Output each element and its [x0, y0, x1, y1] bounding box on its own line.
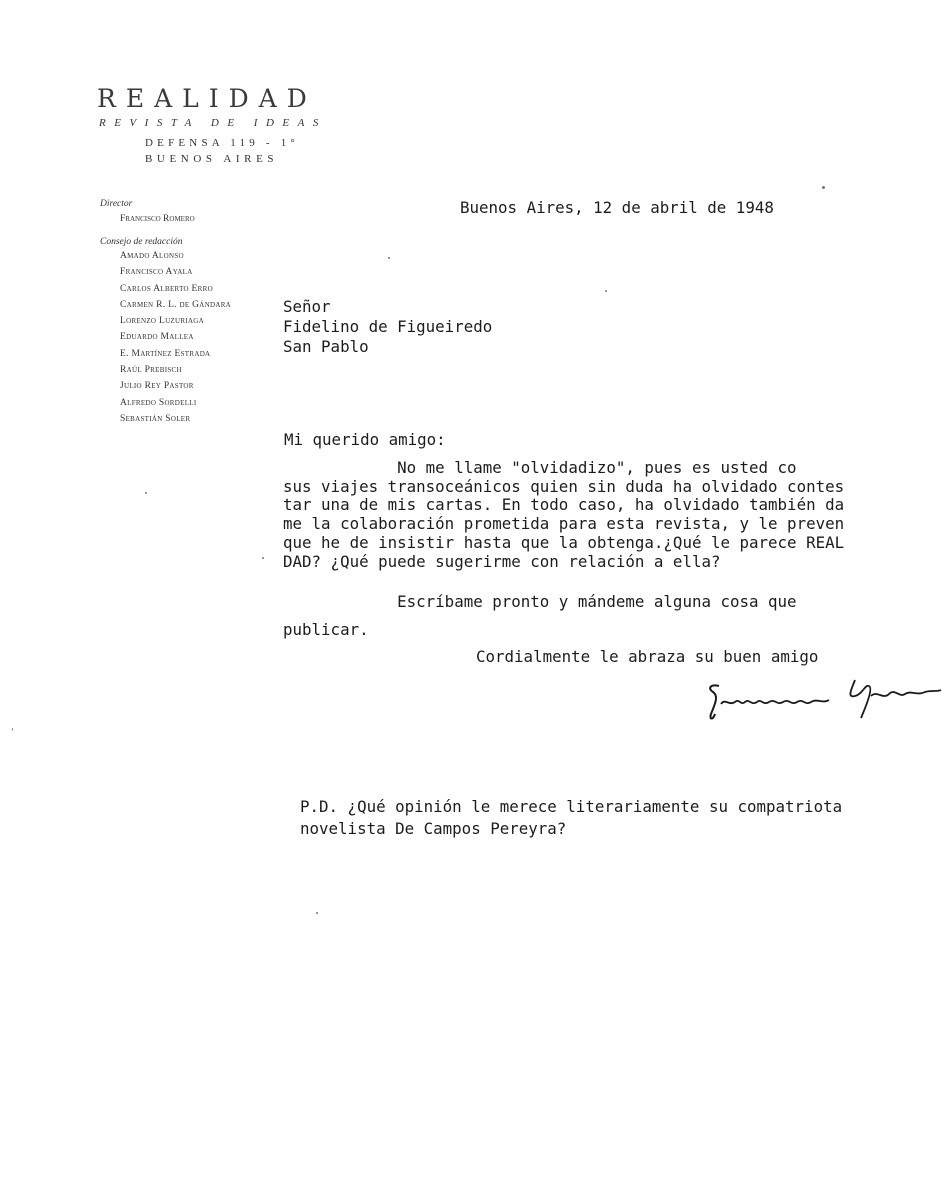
council-member: Francisco Ayala — [120, 267, 193, 278]
masthead-subtitle: REVISTA DE IDEAS — [99, 117, 327, 129]
director-name: Francisco Romero — [120, 214, 195, 224]
council-member: E. Martínez Estrada — [120, 348, 211, 359]
postscript: P.D. ¿Qué opinión le merece literariamente su compatriota novelista De Campos Pereyra? — [300, 797, 843, 838]
director-label: Director — [100, 199, 133, 209]
masthead: REALIDAD — [97, 84, 317, 113]
council-member: Carmen R. L. de Gándara — [120, 299, 232, 310]
council-member: Alfredo Sordelli — [120, 397, 197, 408]
address-line-1: DEFENSA 119 - 1° — [145, 137, 300, 149]
body-paragraph-1: No me llame "olvidadizo", pues es usted co sus viajes transoceánicos quien sin duda ha olvidado contes tar una de mis cartas. En todo caso, ha olvidado también da me la colaboración prometida para esta revista, y le preven que he de insistir hasta que la obtenga.¿Qué le parece REAL DAD? ¿Qué puede sugerirme con relación a ella? — [283, 458, 845, 571]
council-label: Consejo de redacción — [100, 237, 183, 247]
letter-date: Buenos Aires, 12 de abril de 1948 — [460, 198, 774, 217]
council-member: Sebastián Soler — [120, 413, 191, 424]
paper-speck — [388, 257, 390, 259]
address-line-2: BUENOS AIRES — [145, 153, 279, 165]
body-paragraph-2: Escríbame pronto y mándeme alguna cosa que publicar. — [283, 592, 797, 639]
salutation: Mi querido amigo: — [284, 430, 446, 449]
recipient-address: Señor Fidelino de Figueiredo San Pablo — [283, 297, 493, 356]
council-member: Carlos Alberto Erro — [120, 283, 213, 294]
staff-list — [100, 198, 231, 427]
council-member: Julio Rey Pastor — [120, 381, 194, 392]
council-member: Amado Alonso — [120, 251, 184, 261]
paper-speck — [605, 290, 607, 292]
paper-speck — [12, 728, 13, 731]
handwritten-signature — [705, 670, 945, 730]
council-member: Raúl Prebisch — [120, 365, 182, 376]
paper-speck — [822, 186, 825, 189]
council-member: Lorenzo Luzuriaga — [120, 316, 205, 327]
paper-speck — [316, 912, 318, 914]
paper-speck — [145, 492, 147, 494]
closing-line: Cordialmente le abraza su buen amigo — [476, 647, 819, 666]
council-member: Eduardo Mallea — [120, 332, 194, 343]
paper-speck — [262, 557, 264, 559]
